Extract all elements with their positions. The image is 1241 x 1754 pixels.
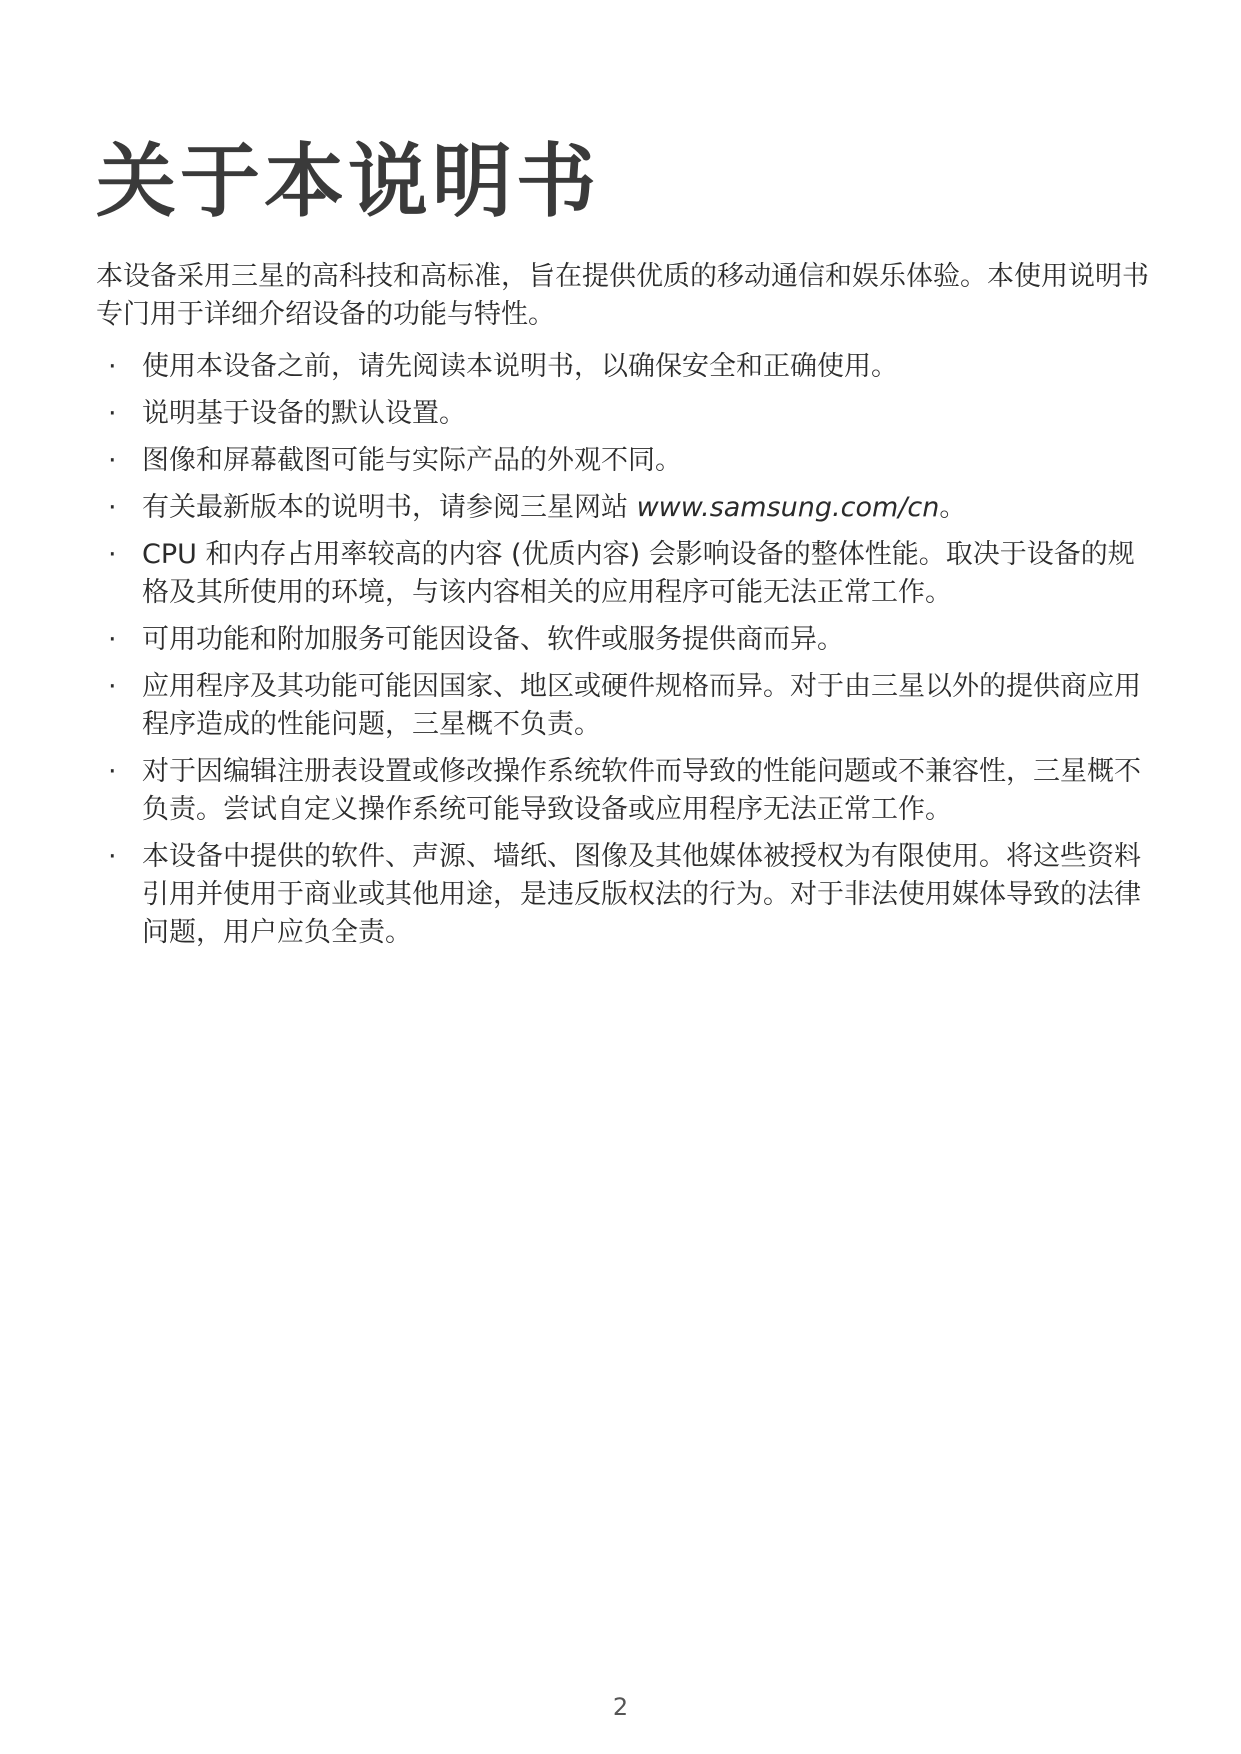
note-text-suffix: 。 (939, 492, 967, 523)
bullet-icon: · (108, 492, 117, 523)
bullet-icon: · (108, 398, 117, 429)
note-text: CPU 和内存占用率较高的内容 (优质内容) 会影响设备的整体性能。取决于设备的规格及其所使用的环境，与该内容相关的应用程序可能无法正常工作。 (142, 539, 1135, 608)
note-text: 可用功能和附加服务可能因设备、软件或服务提供商而异。 (142, 624, 844, 655)
bullet-icon: · (108, 624, 117, 655)
list-item (96, 621, 1156, 659)
samsung-website-link[interactable]: www.samsung.com/cn (636, 492, 940, 523)
note-text: 应用程序及其功能可能因国家、地区或硬件规格而异。对于由三星以外的提供商应用程序造成的性能问题，三星概不负责。 (142, 671, 1141, 740)
list-item (96, 395, 1156, 433)
note-text-website (142, 489, 1156, 527)
list-item (96, 442, 1156, 480)
note-text: 使用本设备之前，请先阅读本说明书，以确保安全和正确使用。 (142, 351, 898, 382)
bullet-icon: · (108, 671, 117, 702)
bullet-icon: · (108, 539, 117, 570)
list-item (96, 536, 1156, 612)
bullet-icon: · (108, 841, 117, 872)
page-title: 关于本说明书 (96, 135, 600, 228)
note-text-prefix: 有关最新版本的说明书，请参阅三星网站 (142, 492, 637, 523)
note-text: 本设备中提供的软件、声源、墙纸、图像及其他媒体被授权为有限使用。将这些资料引用并使用于商业或其他用途，是违反版权法的行为。对于非法使用媒体导致的法律问题，用户应负全责。 (142, 841, 1141, 948)
note-text: 说明基于设备的默认设置。 (142, 398, 466, 429)
note-text: 对于因编辑注册表设置或修改操作系统软件而导致的性能问题或不兼容性，三星概不负责。尝试自定义操作系统可能导致设备或应用程序无法正常工作。 (142, 756, 1141, 825)
list-item (96, 348, 1156, 386)
list-item (96, 668, 1156, 744)
note-text: 图像和屏幕截图可能与实际产品的外观不同。 (142, 445, 682, 476)
page-number: 2 (612, 1693, 629, 1721)
bullet-icon: · (108, 351, 117, 382)
notes-list (96, 348, 1156, 961)
bullet-icon: · (108, 445, 117, 476)
list-item (96, 753, 1156, 829)
list-item (96, 489, 1156, 527)
bullet-icon: · (108, 756, 117, 787)
intro-paragraph: 本设备采用三星的高科技和高标准，旨在提供优质的移动通信和娱乐体验。本使用说明书专门用于详细介绍设备的功能与特性。 (96, 261, 1149, 330)
list-item (96, 838, 1156, 952)
